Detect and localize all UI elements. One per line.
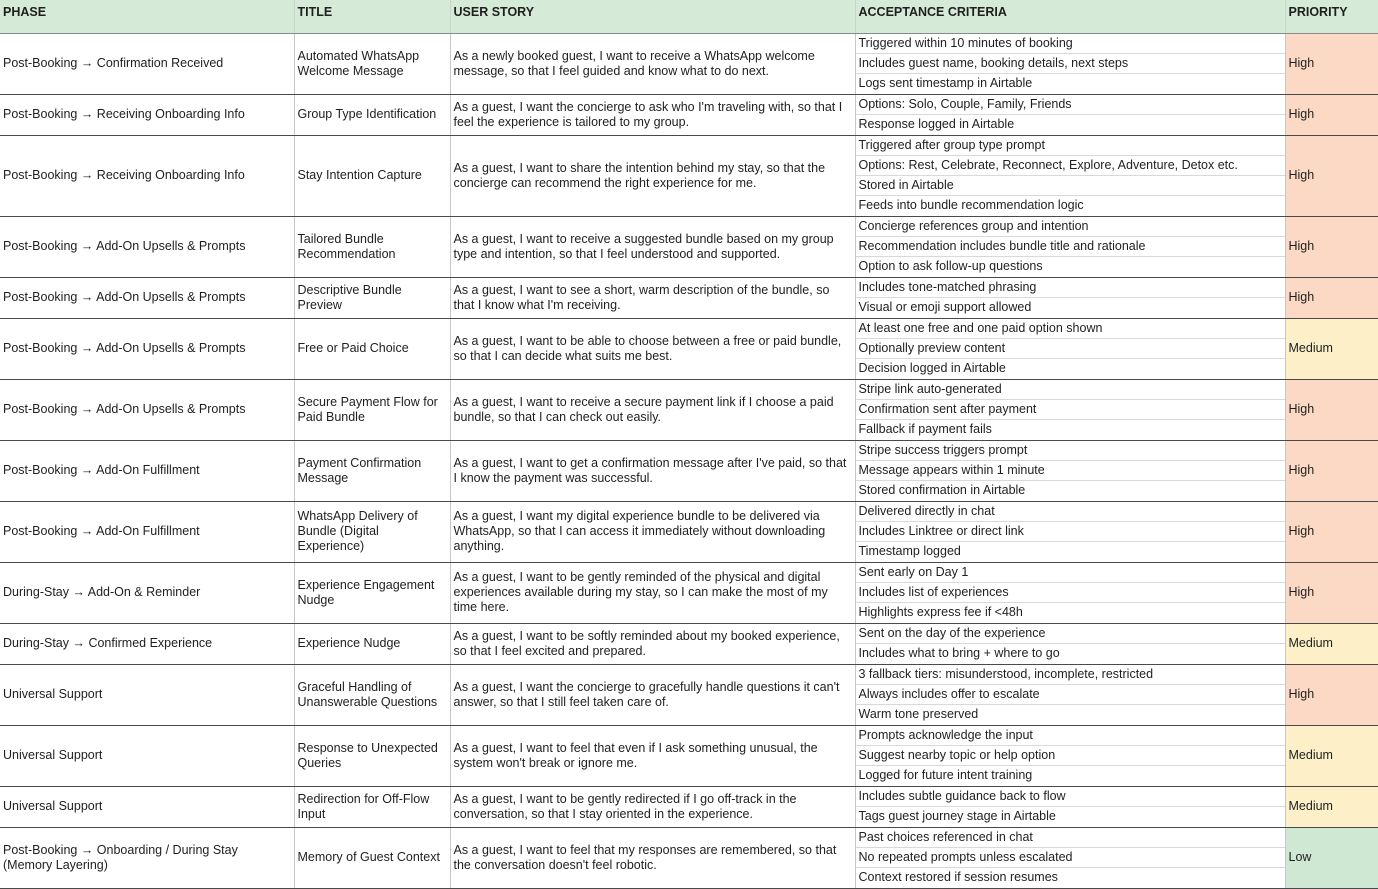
criteria-item[interactable]: Stored in Airtable <box>856 176 1285 196</box>
table-row <box>0 725 1378 786</box>
user-story-cell[interactable]: As a guest, I want to receive a suggested bundle based on my group type and intention, so that I feel understood and supported. <box>450 216 855 277</box>
title-cell[interactable]: Free or Paid Choice <box>294 318 450 379</box>
criteria-item[interactable]: Suggest nearby topic or help option <box>856 746 1285 766</box>
priority-cell[interactable]: Medium <box>1285 786 1378 827</box>
priority-cell[interactable]: High <box>1285 216 1378 277</box>
title-cell[interactable]: Experience Nudge <box>294 623 450 664</box>
table-row <box>0 94 1378 135</box>
criteria-item[interactable]: Warm tone preserved <box>858 706 979 721</box>
acceptance-criteria-cell[interactable] <box>855 33 1285 94</box>
user-story-cell[interactable]: As a guest, I want to receive a secure payment link if I choose a paid bundle, so that I can check out easily. <box>450 379 855 440</box>
criteria-item[interactable]: Optionally preview content <box>856 339 1285 359</box>
table-row <box>0 318 1378 379</box>
table-row <box>0 135 1378 216</box>
criteria-item[interactable]: Visual or emoji support allowed <box>858 299 1032 314</box>
criteria-item[interactable]: Includes what to bring + where to go <box>858 645 1060 660</box>
criteria-item[interactable]: Logs sent timestamp in Airtable <box>858 75 1033 90</box>
phase-cell[interactable]: Post-Booking → Add-On Upsells & Prompts <box>0 216 294 277</box>
header-priority[interactable]: PRIORITY <box>1285 0 1378 33</box>
criteria-item[interactable]: Options: Rest, Celebrate, Reconnect, Explore, Adventure, Detox etc. <box>856 156 1285 176</box>
acceptance-criteria-cell[interactable] <box>855 379 1285 440</box>
phase-cell[interactable]: During-Stay → Add-On & Reminder <box>0 562 294 623</box>
acceptance-criteria-cell[interactable] <box>855 135 1285 216</box>
phase-cell[interactable]: Post-Booking → Add-On Upsells & Prompts <box>0 277 294 318</box>
user-story-cell[interactable]: As a guest, I want to share the intention behind my stay, so that the concierge can recommend the right experience for me. <box>450 135 855 216</box>
user-story-cell[interactable]: As a guest, I want the concierge to ask who I'm traveling with, so that I feel the experience is tailored to my group. <box>450 94 855 135</box>
user-story-cell[interactable]: As a guest, I want to be gently reminded of the physical and digital experiences available during my stay, so I can make the most of my time here. <box>450 562 855 623</box>
priority-cell[interactable]: High <box>1285 94 1378 135</box>
criteria-item[interactable]: At least one free and one paid option shown <box>856 319 1285 339</box>
criteria-item[interactable]: Options: Solo, Couple, Family, Friends <box>856 95 1285 115</box>
phase-cell[interactable]: During-Stay → Confirmed Experience <box>0 623 294 664</box>
criteria-item[interactable]: Includes Linktree or direct link <box>856 522 1285 542</box>
acceptance-criteria-cell[interactable] <box>855 318 1285 379</box>
acceptance-criteria-cell[interactable] <box>855 623 1285 664</box>
acceptance-criteria-cell[interactable] <box>855 94 1285 135</box>
priority-cell[interactable]: Medium <box>1285 318 1378 379</box>
phase-cell[interactable]: Post-Booking → Add-On Fulfillment <box>0 440 294 501</box>
header-user-story[interactable]: USER STORY <box>450 0 855 33</box>
title-cell[interactable]: Group Type Identification <box>294 94 450 135</box>
user-story-cell[interactable]: As a guest, I want to see a short, warm description of the bundle, so that I know what I'm receiving. <box>450 277 855 318</box>
phase-cell[interactable]: Universal Support <box>0 664 294 725</box>
criteria-item[interactable]: Confirmation sent after payment <box>856 400 1285 420</box>
criteria-item[interactable]: Stripe link auto-generated <box>856 380 1285 400</box>
header-acceptance-criteria[interactable]: ACCEPTANCE CRITERIA <box>855 0 1285 33</box>
criteria-item[interactable]: Fallback if payment fails <box>858 421 992 436</box>
user-story-cell[interactable]: As a guest, I want the concierge to gracefully handle questions it can't answer, so that I still feel taken care of. <box>450 664 855 725</box>
criteria-item[interactable]: Context restored if session resumes <box>858 869 1058 884</box>
phase-cell[interactable]: Universal Support <box>0 786 294 827</box>
criteria-item[interactable]: Includes subtle guidance back to flow <box>856 787 1285 807</box>
phase-cell[interactable]: Post-Booking → Add-On Upsells & Prompts <box>0 379 294 440</box>
title-cell[interactable]: Descriptive Bundle Preview <box>294 277 450 318</box>
priority-cell[interactable]: High <box>1285 277 1378 318</box>
criteria-item[interactable]: Includes guest name, booking details, next steps <box>856 54 1285 74</box>
acceptance-criteria-cell[interactable] <box>855 562 1285 623</box>
user-story-cell[interactable]: As a guest, I want to be able to choose between a free or paid bundle, so that I can decide what suits me best. <box>450 318 855 379</box>
criteria-item[interactable]: No repeated prompts unless escalated <box>856 848 1285 868</box>
criteria-item[interactable]: Always includes offer to escalate <box>856 685 1285 705</box>
table-row <box>0 827 1378 888</box>
title-cell[interactable]: Secure Payment Flow for Paid Bundle <box>294 379 450 440</box>
criteria-item[interactable]: Triggered within 10 minutes of booking <box>856 34 1285 54</box>
criteria-item[interactable]: Prompts acknowledge the input <box>856 726 1285 746</box>
priority-cell[interactable]: High <box>1285 379 1378 440</box>
priority-cell[interactable]: High <box>1285 135 1378 216</box>
acceptance-criteria-cell[interactable] <box>855 725 1285 786</box>
table-row <box>0 562 1378 623</box>
priority-cell[interactable]: High <box>1285 664 1378 725</box>
criteria-item[interactable]: Triggered after group type prompt <box>856 136 1285 156</box>
acceptance-criteria-cell[interactable] <box>855 216 1285 277</box>
title-cell[interactable]: WhatsApp Delivery of Bundle (Digital Experience) <box>294 501 450 562</box>
phase-cell[interactable]: Post-Booking → Receiving Onboarding Info <box>0 135 294 216</box>
criteria-item[interactable]: Recommendation includes bundle title and rationale <box>856 237 1285 257</box>
table-row <box>0 216 1378 277</box>
user-story-cell[interactable]: As a guest, I want to feel that even if I ask something unusual, the system won't break or ignore me. <box>450 725 855 786</box>
priority-cell[interactable]: High <box>1285 562 1378 623</box>
priority-cell[interactable]: Medium <box>1285 725 1378 786</box>
acceptance-criteria-cell[interactable] <box>855 827 1285 888</box>
criteria-item[interactable]: Concierge references group and intention <box>856 217 1285 237</box>
criteria-item[interactable]: Includes tone-matched phrasing <box>856 278 1285 298</box>
acceptance-criteria-cell[interactable] <box>855 440 1285 501</box>
title-cell[interactable]: Experience Engagement Nudge <box>294 562 450 623</box>
title-cell[interactable]: Redirection for Off-Flow Input <box>294 786 450 827</box>
acceptance-criteria-cell[interactable] <box>855 277 1285 318</box>
table-row <box>0 786 1378 827</box>
title-cell[interactable]: Payment Confirmation Message <box>294 440 450 501</box>
phase-cell[interactable]: Post-Booking → Add-On Fulfillment <box>0 501 294 562</box>
user-story-cell[interactable]: As a guest, I want to be softly reminded about my booked experience, so that I feel excited and prepared. <box>450 623 855 664</box>
criteria-item[interactable]: Stored confirmation in Airtable <box>858 482 1026 497</box>
phase-cell[interactable]: Post-Booking → Confirmation Received <box>0 33 294 94</box>
table-row <box>0 33 1378 94</box>
header-title[interactable]: TITLE <box>294 0 450 33</box>
table-row <box>0 277 1378 318</box>
table-row <box>0 440 1378 501</box>
acceptance-criteria-cell[interactable] <box>855 664 1285 725</box>
acceptance-criteria-cell[interactable] <box>855 786 1285 827</box>
table-row <box>0 501 1378 562</box>
title-cell[interactable]: Tailored Bundle Recommendation <box>294 216 450 277</box>
title-cell[interactable]: Graceful Handling of Unanswerable Questions <box>294 664 450 725</box>
title-cell[interactable]: Stay Intention Capture <box>294 135 450 216</box>
criteria-item[interactable]: Feeds into bundle recommendation logic <box>858 197 1084 212</box>
phase-cell[interactable]: Universal Support <box>0 725 294 786</box>
title-cell[interactable]: Memory of Guest Context <box>294 827 450 888</box>
user-story-cell[interactable]: As a guest, I want to get a confirmation message after I've paid, so that I know the payment was successful. <box>450 440 855 501</box>
phase-cell[interactable]: Post-Booking → Onboarding / During Stay (Memory Layering) <box>0 827 294 888</box>
phase-cell[interactable]: Post-Booking → Add-On Upsells & Prompts <box>0 318 294 379</box>
criteria-item[interactable]: Timestamp logged <box>858 543 961 558</box>
header-phase[interactable]: PHASE <box>0 0 294 33</box>
criteria-item[interactable]: Logged for future intent training <box>858 767 1033 782</box>
acceptance-criteria-cell[interactable] <box>855 501 1285 562</box>
criteria-item[interactable]: Message appears within 1 minute <box>856 461 1285 481</box>
criteria-item[interactable]: Stripe success triggers prompt <box>856 441 1285 461</box>
priority-cell[interactable]: High <box>1285 440 1378 501</box>
criteria-item[interactable]: Response logged in Airtable <box>858 116 1015 131</box>
priority-cell[interactable]: High <box>1285 501 1378 562</box>
header-row <box>0 0 1378 33</box>
title-cell[interactable]: Automated WhatsApp Welcome Message <box>294 33 450 94</box>
criteria-item[interactable]: Delivered directly in chat <box>856 502 1285 522</box>
table-row <box>0 623 1378 664</box>
user-story-cell[interactable]: As a newly booked guest, I want to receive a WhatsApp welcome message, so that I feel guided and know what to do next. <box>450 33 855 94</box>
user-story-cell[interactable]: As a guest, I want my digital experience bundle to be delivered via WhatsApp, so that I can access it immediately without downloading anything. <box>450 501 855 562</box>
table-row <box>0 379 1378 440</box>
criteria-item[interactable]: Sent on the day of the experience <box>856 624 1285 644</box>
phase-cell[interactable]: Post-Booking → Receiving Onboarding Info <box>0 94 294 135</box>
user-story-cell[interactable]: As a guest, I want to be gently redirected if I go off-track in the conversation, so that I stay oriented in the experience. <box>450 786 855 827</box>
criteria-item[interactable]: Sent early on Day 1 <box>856 563 1285 583</box>
criteria-item[interactable]: Option to ask follow-up questions <box>858 258 1043 273</box>
criteria-item[interactable]: Highlights express fee if <48h <box>858 604 1023 619</box>
priority-cell[interactable]: Medium <box>1285 623 1378 664</box>
title-cell[interactable]: Response to Unexpected Queries <box>294 725 450 786</box>
criteria-item[interactable]: Includes list of experiences <box>856 583 1285 603</box>
criteria-item[interactable]: Decision logged in Airtable <box>858 360 1006 375</box>
criteria-item[interactable]: 3 fallback tiers: misunderstood, incomplete, restricted <box>856 665 1285 685</box>
priority-cell[interactable]: High <box>1285 33 1378 94</box>
table-row <box>0 664 1378 725</box>
criteria-item[interactable]: Past choices referenced in chat <box>856 828 1285 848</box>
user-story-cell[interactable]: As a guest, I want to feel that my responses are remembered, so that the conversation doesn't feel robotic. <box>450 827 855 888</box>
priority-cell[interactable]: Low <box>1285 827 1378 888</box>
criteria-item[interactable]: Tags guest journey stage in Airtable <box>858 808 1056 823</box>
